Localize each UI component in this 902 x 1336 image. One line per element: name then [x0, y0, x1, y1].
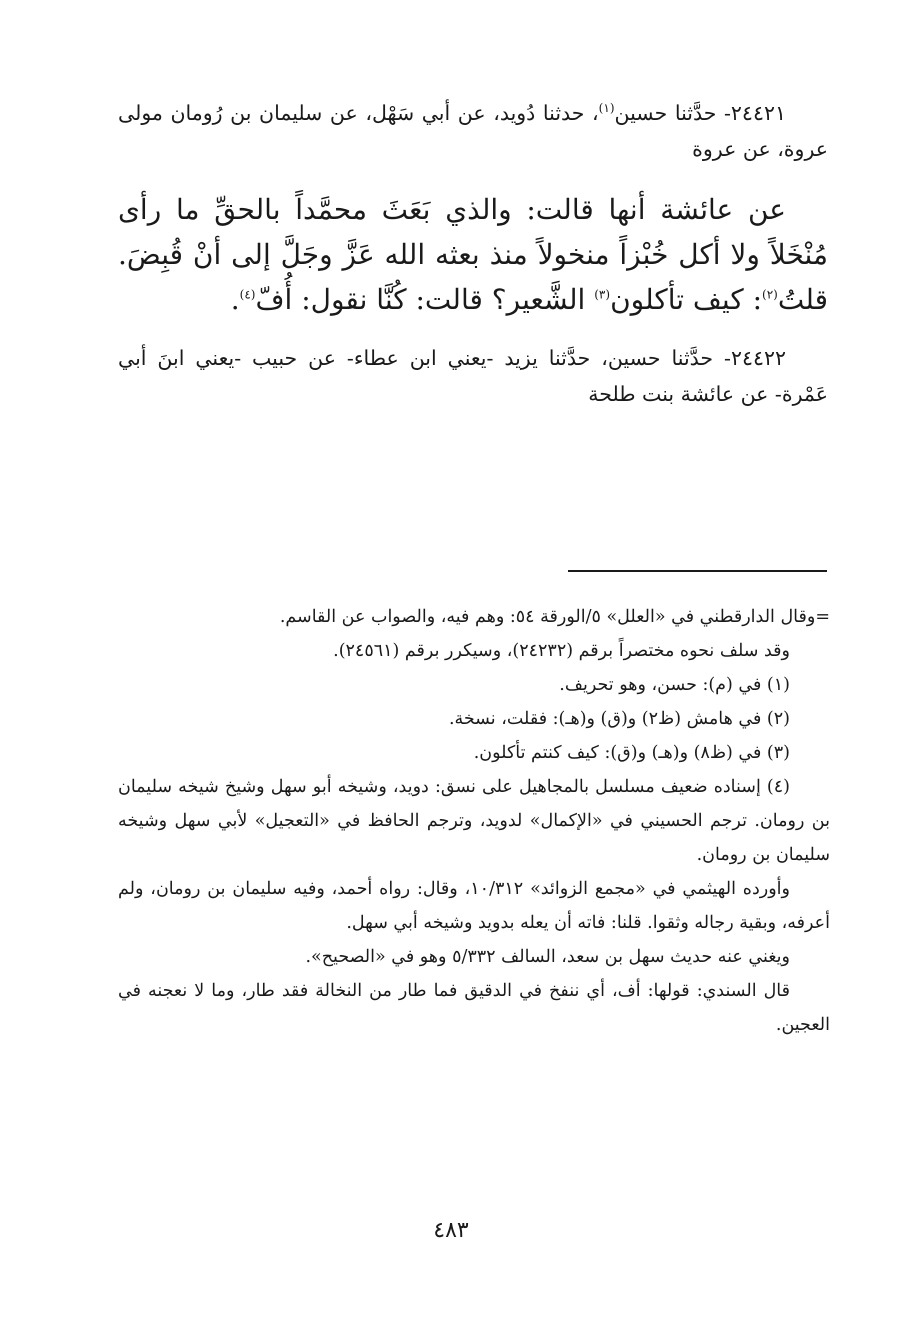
- matn-text-3: الشَّعير؟ قالت: كُنَّا نقول: أُفّ: [255, 283, 595, 316]
- page-number: ٤٨٣: [433, 1218, 469, 1243]
- footnote-4-sindi: قال السندي: قولها: أف، أي ننفخ في الدقيق فما طار من النخالة فقد طار، وما لا نعجنه في العجين.: [118, 981, 830, 1035]
- hadith-24421-matn: [118, 187, 828, 322]
- footnote-4-sahih: ويغني عنه حديث سهل بن سعد، السالف ٥/٣٣٢ وهو في «الصحيح».: [305, 947, 790, 967]
- footnote-3: (٣) في (ظ٨) و(هـ) و(ق): كيف كنتم تأكلون.: [473, 743, 790, 763]
- footnote-divider: [568, 570, 827, 572]
- matn-text-1: عن عائشة أنها قالت: والذي بَعَثَ محمَّداً بالحقِّ ما رأى مُنْخَلاً ولا أكل خُبْزاً منخولاً منذ بعثه الله عَزَّ وجَلَّ إلى أنْ قُبِضَ. قلتُ: [118, 193, 828, 316]
- main-text: [118, 95, 828, 412]
- isnad-text-2: ، حدثنا دُويد، عن أبي سَهْل، عن سليمان بن رُومان مولى عروة، عن عروة: [118, 101, 828, 161]
- footnote-ref-1[interactable]: (١): [598, 101, 615, 116]
- footnote-cross-reference: وقد سلف نحوه مختصراً برقم (٢٤٢٣٢)، وسيكرر برقم (٢٤٥٦١).: [333, 641, 790, 661]
- matn-text-4: .: [230, 283, 240, 316]
- footnote-4-haythami: وأورده الهيثمي في «مجمع الزوائد» ١٠/٣١٢، وقال: رواه أحمد، وفيه سليمان بن رومان، ولم أعرفه، وبقية رجاله وثقوا. قلنا: فاته أن يعله بدويد وشيخه أبي سهل.: [118, 879, 830, 933]
- footnotes: [118, 600, 830, 1042]
- footnote-ref-2[interactable]: (٢): [762, 287, 778, 302]
- isnad-text-1: ٢٤٤٢١- حدَّثنا حسين: [614, 101, 786, 125]
- footnote-2: (٢) في هامش (ظ٢) و(ق) و(هـ): فقلت، نسخة.: [448, 709, 790, 729]
- footnote-1: (١) في (م): حسن، وهو تحريف.: [559, 675, 790, 695]
- footnote-4: (٤) إسناده ضعيف مسلسل بالمجاهيل على نسق: دويد، وشيخه أبو سهل وشيخ شيخه سليمان بن رومان. ترجم الحسيني في «الإكمال» لدويد، وترجم الحافظ في «التعجيل» لأبي سهل وشيخه سليمان بن رومان.: [118, 777, 830, 865]
- hadith-24421-isnad: [118, 95, 828, 167]
- footnote-ref-3[interactable]: (٣): [594, 287, 611, 302]
- matn-text-2: : كيف تأكلون: [610, 283, 763, 316]
- footnote-ref-4[interactable]: (٤): [239, 287, 256, 302]
- footnote-continuation: =وقال الدارقطني في «العلل» ٥/الورقة ٥٤: وهم فيه، والصواب عن القاسم.: [279, 607, 830, 627]
- hadith-24422-isnad: ٢٤٤٢٢- حدَّثنا حسين، حدَّثنا يزيد -يعني ابن عطاء- عن حبيب -يعني ابنَ أبي عَمْرة- عن عائشة بنت طلحة: [118, 346, 828, 406]
